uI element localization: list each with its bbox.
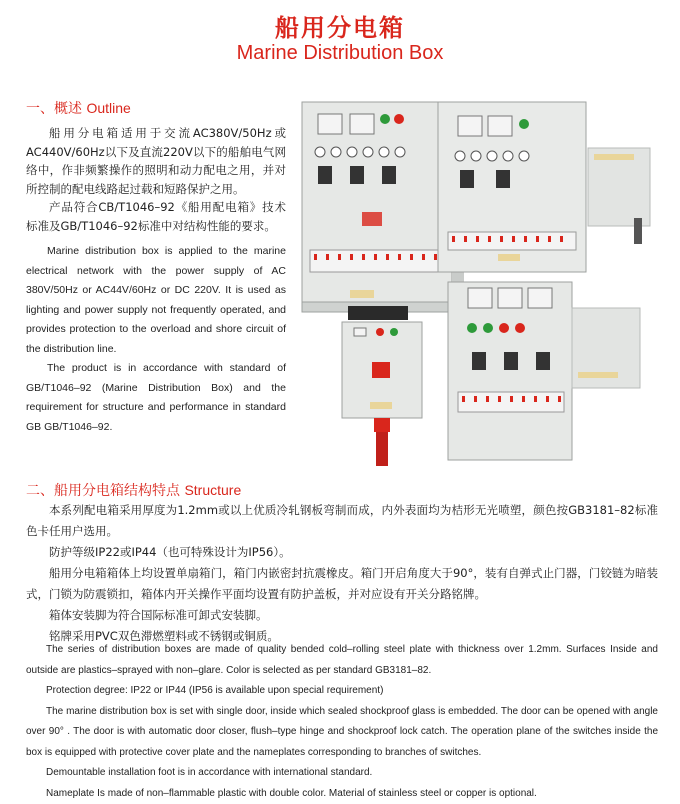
section-outline-heading-en: Outline [86, 100, 130, 116]
distribution-box-photo [288, 100, 676, 470]
structure-en-paragraph: The series of distribution boxes are made of quality bended cold–rolling steel plate with thickness over 1.2mm. Surfaces Inside and outside are plastics–sprayed with non–glare. Color is selected as per standard GB3181–82. [26, 640, 658, 681]
outline-cn-paragraph: 船用分电箱适用于交流AC380V/50Hz或AC440V/60Hz以下及直流220V以下的船舶电气网络中，作非频繁操作的照明和动力配电之用，并对所控制的配电线路起过载和短路保护之用。 [26, 124, 286, 198]
outline-cn-text [26, 124, 286, 235]
section-outline-heading [26, 98, 131, 118]
outline-en-text [26, 242, 286, 437]
structure-cn-paragraph: 船用分电箱箱体上均设置单扇箱门，箱门内嵌密封抗震橡皮。箱门开启角度大于90°，装有自弹式止门器，门铰链为暗装式，门锁为防震锁扣，箱体内开关操作平面均设置有防护盖板，并对应设有开关分路铭牌。 [26, 563, 658, 605]
structure-cn-text [26, 500, 658, 647]
section-structure-heading-en: Structure [184, 482, 241, 498]
structure-en-paragraph: Demountable installation foot is in accordance with international standard. [26, 763, 658, 784]
lighting-box [448, 282, 572, 460]
section-outline-heading-cn: 一、概述 [26, 101, 82, 117]
upper-right-box [438, 102, 586, 272]
outline-en-paragraph: Marine distribution box is applied to the marine electrical network with the power supply of AC 380V/50Hz or AC44V/60Hz or DC 220V. It is used as lighting and power supply not frequently operated, and provides protection to the overload and shore circuit of the distribution line. [26, 242, 286, 359]
structure-en-text [26, 640, 658, 804]
structure-cn-paragraph: 本系列配电箱采用厚度为1.2mm或以上优质冷轧钢板弯制而成，内外表面均为桔形无光喷塑，颜色按GB3181–82标准色卡任用户选用。 [26, 500, 658, 542]
structure-en-paragraph: Nameplate Is made of non–flammable plastic with double color. Material of stainless steel or copper is optional. [26, 784, 658, 804]
page-title-cn: 船用分电箱 [0, 8, 680, 43]
structure-cn-paragraph: 铭牌采用PVC双色滞燃塑料或不锈钢或铜质。 [26, 626, 658, 647]
structure-en-paragraph: Protection degree: IP22 or IP44 (IP56 is available upon special requirement) [26, 681, 658, 702]
section-structure-heading [26, 480, 241, 500]
outline-en-paragraph: The product is in accordance with standard of GB/T1046–92 (Marine Distribution Box) and the requirement for structure and performance in standard GB GB/T1046–92. [26, 359, 286, 437]
outline-cn-paragraph: 产品符合CB/T1046–92《船用配电箱》技术标准及GB/T1046–92标准中对结构性能的要求。 [26, 198, 286, 235]
cable-box-lower [572, 308, 640, 388]
section-structure-heading-cn: 二、船用分电箱结构特点 [26, 483, 180, 499]
structure-cn-paragraph: 防护等级IP22或IP44（也可特殊设计为IP56）。 [26, 542, 658, 563]
structure-en-paragraph: The marine distribution box is set with single door, inside which sealed shockproof glass is embedded. The door can be opened with angle over 90° . The door is with automatic door closer, flush–type hinge and shockproof lock catch. The operation plane of the switches inside the box is equipped with protective cover plate and the nameplates corresponding to branches of switches. [26, 702, 658, 764]
page-title-en: Marine Distribution Box [0, 42, 680, 65]
structure-cn-paragraph: 箱体安装脚为符合国际标准可卸式安装脚。 [26, 605, 658, 626]
